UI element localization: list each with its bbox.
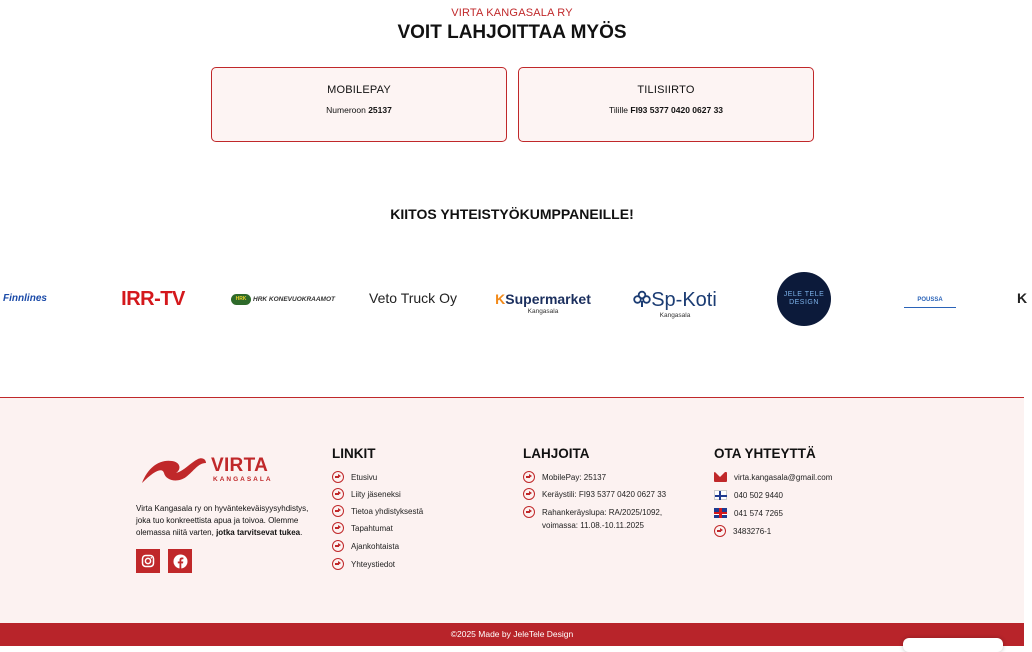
donate-mobilepay: MobilePay: 25137 — [523, 472, 683, 483]
card-value: Tilille FI93 5377 0420 0627 33 — [608, 105, 724, 115]
sp-koti-sub: Kangasala — [659, 312, 691, 319]
footer-link-tapahtumat[interactable]: Tapahtumat — [332, 523, 423, 534]
sp-koti-name: Sp-Koti — [633, 289, 717, 312]
brand-logo[interactable] — [140, 453, 273, 485]
partner-logo-hrk[interactable] — [230, 290, 336, 308]
clover-icon — [633, 291, 651, 307]
partner-logo-sp-koti[interactable] — [620, 286, 730, 322]
mail-icon — [714, 472, 727, 482]
donate-col-title: LAHJOITA — [523, 446, 590, 461]
card-title: MOBILEPAY — [327, 84, 391, 96]
hrk-badge-icon: HRK — [231, 294, 251, 305]
donate-title: VOIT LAHJOITTAA MYÖS — [397, 22, 627, 43]
brand-name: VIRTA — [211, 454, 269, 476]
contact-business-id: 3483276-1 — [714, 526, 832, 537]
donate-permit: Rahankeräyslupa: RA/2025/1092, voimassa: 11.08.-10.11.2025 — [523, 506, 683, 532]
partner-logo-irrtv[interactable]: IRR-TV — [121, 287, 185, 310]
instagram-icon — [141, 554, 155, 568]
contact-title: OTA YHTEYTTÄ — [714, 446, 816, 461]
card-value: Numeroon 25137 — [326, 105, 392, 115]
arrow-circle-icon — [523, 471, 535, 483]
arrow-circle-icon — [523, 506, 535, 518]
partner-logo-k-supermarket[interactable] — [486, 289, 600, 317]
partner-logo-poussa[interactable]: POUSSA — [904, 292, 956, 308]
links-list — [332, 472, 423, 570]
footer-link-tietoa[interactable]: Tietoa yhdistyksestä — [332, 506, 423, 517]
contact-list — [714, 472, 832, 537]
k-supermarket-sub: Kangasala — [527, 308, 559, 315]
footer-link-ajankohtaista[interactable]: Ajankohtaista — [332, 541, 423, 552]
instagram-button[interactable] — [136, 549, 160, 573]
partner-logo-partial[interactable]: K — [1016, 290, 1028, 306]
k-supermarket-name: KSupermarket — [495, 291, 591, 307]
copyright-bar: ©2025 Made by JeleTele Design — [0, 623, 1024, 646]
arrow-circle-icon — [714, 525, 726, 537]
jeletele-line-2: DESIGN — [789, 299, 819, 306]
footer-link-yhteystiedot[interactable]: Yhteystiedot — [332, 559, 423, 570]
jeletele-line-1: JELE TELE — [783, 291, 825, 298]
links-title: LINKIT — [332, 446, 376, 461]
arrow-circle-icon — [332, 471, 344, 483]
partner-logo-finnlines[interactable]: Finnlines — [3, 292, 47, 304]
donate-list — [523, 472, 683, 532]
footer-link-etusivu[interactable]: Etusivu — [332, 472, 423, 483]
wave-logo-icon — [140, 453, 208, 485]
brand-sub: KANGASALA — [213, 475, 273, 483]
cookie-consent-tab[interactable] — [903, 638, 1003, 652]
contact-email[interactable]: virta.kangasala@gmail.com — [714, 472, 832, 483]
partners-title: KIITOS YHTEISTYÖKUMPPANEILLE! — [390, 206, 634, 222]
facebook-icon — [173, 554, 188, 569]
partner-logo-jeletele[interactable] — [777, 272, 831, 326]
donate-kicker: VIRTA KANGASALA RY — [451, 7, 573, 19]
contact-phone-fi[interactable]: 040 502 9440 — [714, 490, 832, 501]
about-text: Virta Kangasala ry on hyväntekeväisyysyhdistys, joka tuo konkreettista apua ja toivoa. Olemme olemassa niitä varten, jotka tarvitsevat tukea. — [136, 504, 309, 537]
facebook-button[interactable] — [168, 549, 192, 573]
arrow-circle-icon — [332, 558, 344, 570]
arrow-circle-icon — [332, 488, 344, 500]
bank-transfer-card — [518, 67, 814, 142]
arrow-circle-icon — [523, 488, 535, 500]
arrow-circle-icon — [332, 540, 344, 552]
hrk-name: HRK KONEVUOKRAAMOT — [253, 295, 335, 303]
uk-flag-icon — [714, 508, 727, 518]
donate-account: Keräystili: FI93 5377 0420 0627 33 — [523, 489, 683, 500]
partner-logo-veto-truck[interactable]: Veto Truck Oy — [369, 290, 457, 306]
footer-link-liity[interactable]: Liity jäseneksi — [332, 489, 423, 500]
arrow-circle-icon — [332, 522, 344, 534]
card-title: TILISIIRTO — [637, 84, 695, 96]
mobilepay-card — [211, 67, 507, 142]
finland-flag-icon — [714, 490, 727, 500]
arrow-circle-icon — [332, 505, 344, 517]
contact-phone-en[interactable]: 041 574 7265 — [714, 508, 832, 519]
